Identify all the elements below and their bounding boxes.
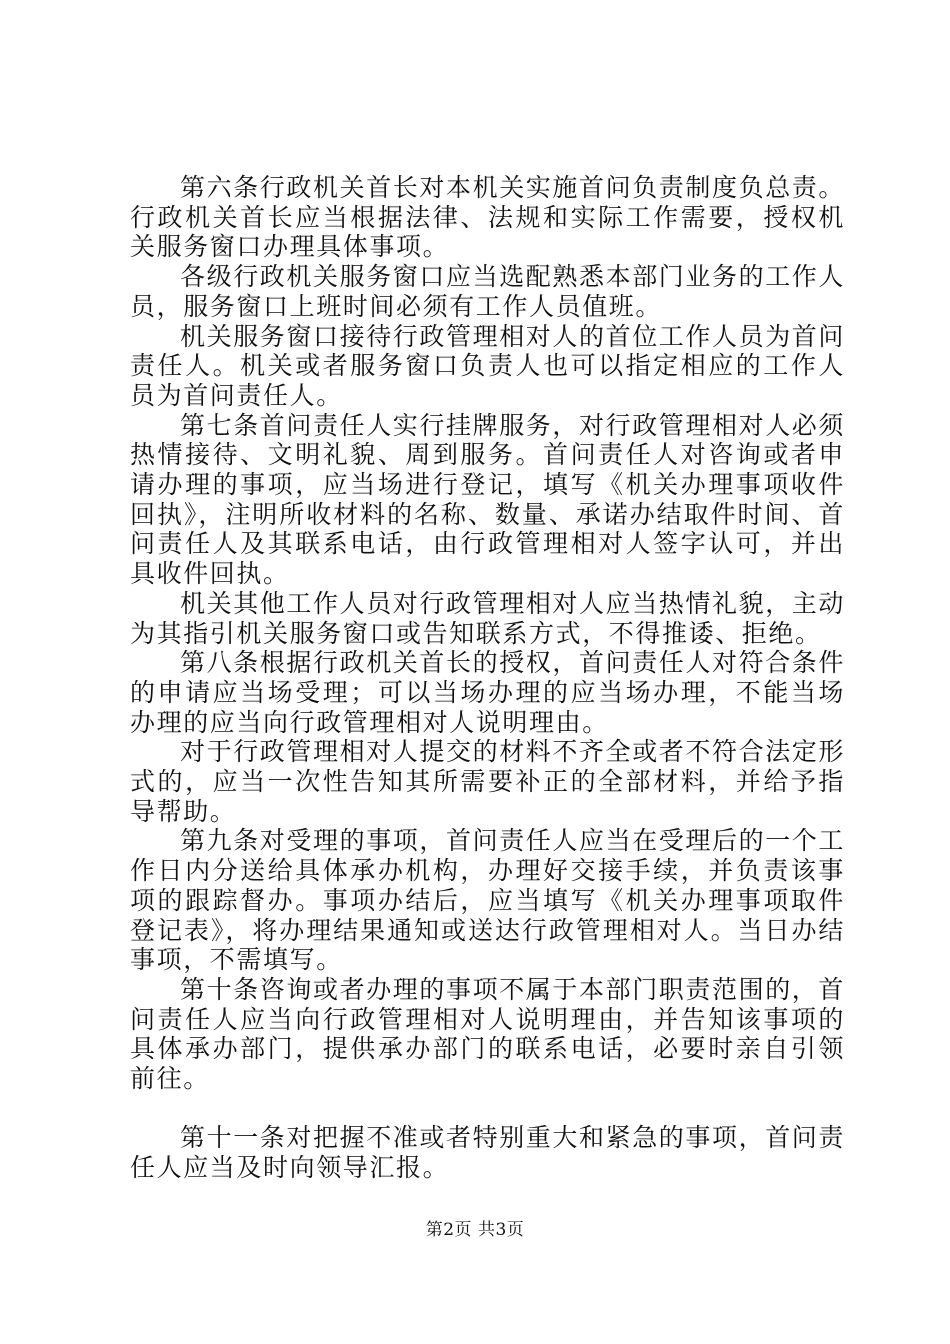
paragraph-incomplete-materials: 对于行政管理相对人提交的材料不齐全或者不符合法定形式的，应当一次性告知其所需要补正的全部材料，并给予指导帮助。 — [130, 737, 846, 826]
paragraph-article-8: 第八条根据行政机关首长的授权，首问责任人对符合条件的申请应当场受理；可以当场办理的应当场办理，不能当场办理的应当向行政管理相对人说明理由。 — [130, 648, 846, 737]
document-body — [130, 173, 845, 1182]
paragraph-article-10: 第十条咨询或者办理的事项不属于本部门职责范围的，首问责任人应当向行政管理相对人说明理由，并告知该事项的具体承办部门，提供承办部门的联系电话，必要时亲自引领前往。 — [130, 974, 846, 1094]
page-footer: 第2页 共3页 — [425, 1220, 525, 1240]
paragraph-article-6: 第六条行政机关首长对本机关实施首问负责制度负总责。行政机关首长应当根据法律、法规和实际工作需要，授权机关服务窗口办理具体事项。 — [130, 173, 846, 262]
paragraph-article-11: 第十一条对把握不准或者特别重大和紧急的事项，首问责任人应当及时向领导汇报。 — [130, 1122, 846, 1182]
paragraph-article-9: 第九条对受理的事项，首问责任人应当在受理后的一个工作日内分送给具体承办机构，办理好交接手续，并负责该事项的跟踪督办。事项办结后，应当填写《机关办理事项取件登记表》，将办理结果通知或送达行政管理相对人。当日办结事项，不需填写。 — [130, 826, 846, 975]
paragraph-other-staff: 机关其他工作人员对行政管理相对人应当热情礼貌，主动为其指引机关服务窗口或告知联系方式，不得推诿、拒绝。 — [130, 588, 846, 648]
paragraph-article-7: 第七条首问责任人实行挂牌服务，对行政管理相对人必须热情接待、文明礼貌、周到服务。首问责任人对咨询或者申请办理的事项，应当场进行登记，填写《机关办理事项收件回执》，注明所收材料的名称、数量、承诺办结取件时间、首问责任人及其联系电话，由行政管理相对人签字认可，并出具收件回执。 — [130, 410, 846, 589]
paragraph-window-staffing: 各级行政机关服务窗口应当选配熟悉本部门业务的工作人员，服务窗口上班时间必须有工作人员值班。 — [130, 262, 846, 321]
paragraph-first-responsible-person: 机关服务窗口接待行政管理相对人的首位工作人员为首问责任人。机关或者服务窗口负责人也可以指定相应的工作人员为首问责任人。 — [130, 321, 846, 410]
